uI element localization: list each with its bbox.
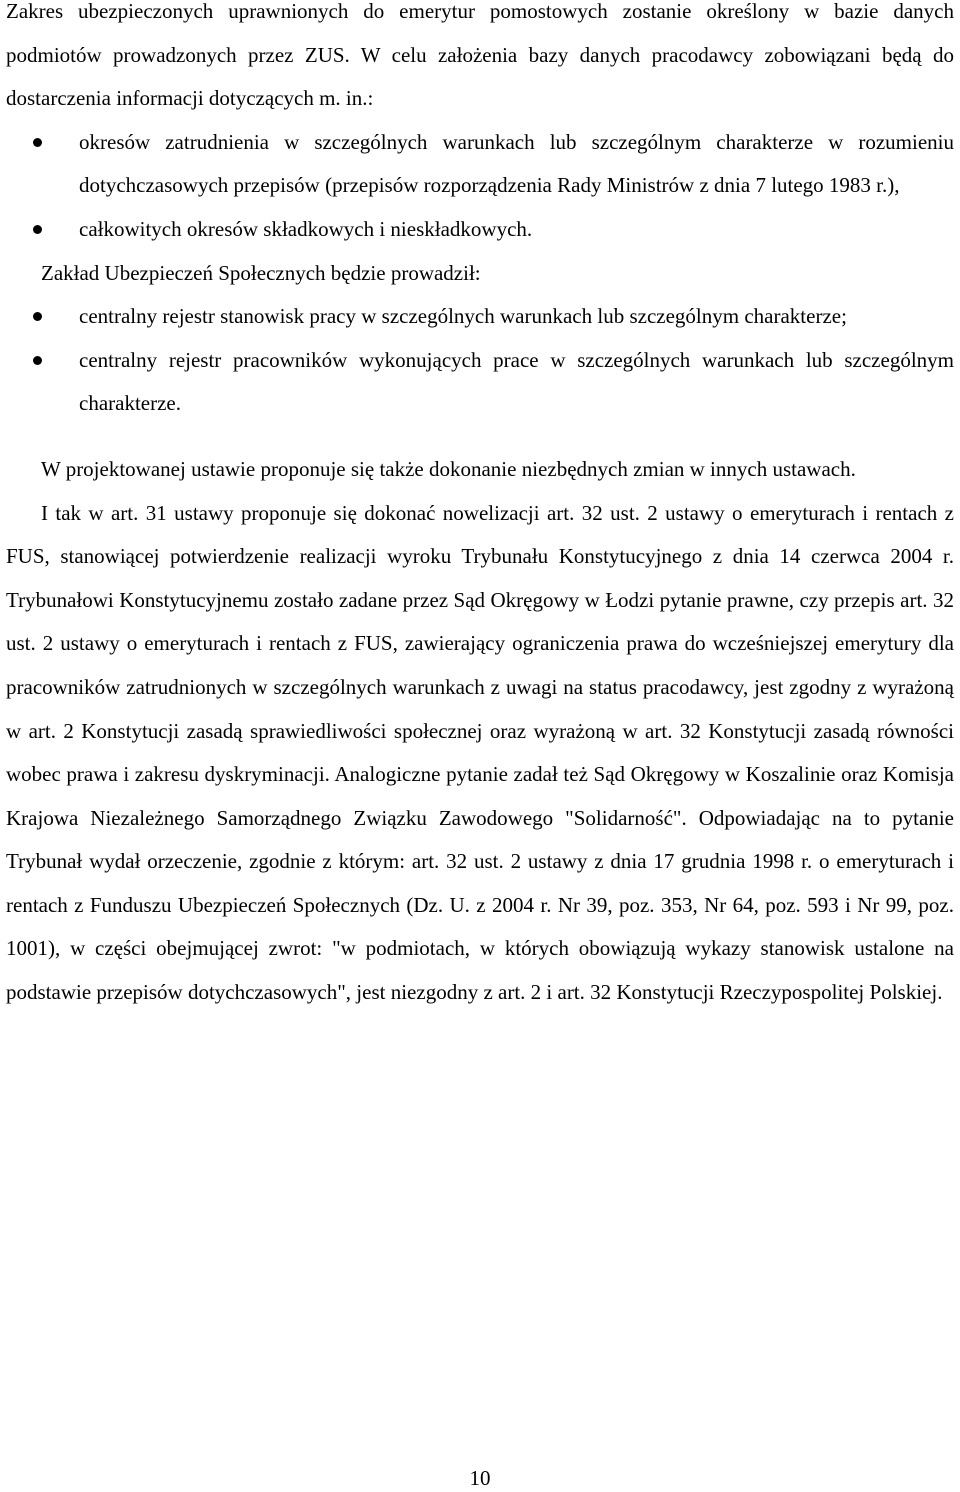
paragraph-spacer: [6, 426, 954, 448]
bullet-icon: [33, 312, 42, 321]
list-item-text: centralny rejestr stanowisk pracy w szczególnych warunkach lub szczególnym charakterze;: [79, 304, 847, 329]
art32-paragraph: I tak w art. 31 ustawy proponuje się dokonać nowelizacji art. 32 ust. 2 ustawy o emeryturach i rentach z FUS, stanowiącej potwierdzenie realizacji wyroku Trybunału Konstytucyjnego z dnia 14 czerwca 2004 r. Trybunałowi Konstytucyjnemu zostało zadane przez Sąd Okręgowy w Łodzi pytanie prawne, czy przepis art. 32 ust. 2 ustawy o emeryturach i rentach z FUS, zawierający ograniczenia prawa do wcześniejszej emerytury dla pracowników zatrudnionych w szczególnych warunkach z uwagi na status pracodawcy, jest zgodny z wyrażoną w art. 2 Konstytucji zasadą sprawiedliwości społecznej oraz wyrażoną w art. 32 Konstytucji zasadą równości wobec prawa i zakresu dyskryminacji. Analogiczne pytanie zadał też Sąd Okręgowy w Koszalinie oraz Komisja Krajowa Niezależnego Samorządnego Związku Zawodowego "Solidarność". Odpowiadając na to pytanie Trybunał wydał orzeczenie, zgodnie z którym: art. 32 ust. 2 ustawy z dnia 17 grudnia 1998 r. o emeryturach i rentach z Funduszu Ubezpieczeń Społecznych (Dz. U. z 2004 r. Nr 39, poz. 353, Nr 64, poz. 593 i Nr 99, poz. 1001), w części obejmującej zwrot: "w podmiotach, w których obowiązują wykazy stanowisk ustalone na podstawie przepisów dotychczasowych", jest niezgodny z art. 2 i art. 32 Konstytucji Rzeczypospolitej Polskiej.: [6, 500, 954, 1005]
list-item-text: całkowitych okresów składkowych i nieskładkowych.: [79, 216, 533, 241]
first-bullet-list: [6, 121, 954, 252]
bullet-icon: [33, 138, 42, 147]
bullet-icon: [33, 225, 42, 234]
list-item: [79, 295, 954, 339]
amendments-paragraph: W projektowanej ustawie proponuje się także dokonanie niezbędnych zmian w innych ustawach.: [41, 456, 856, 481]
document-body: [6, 0, 954, 1015]
list-item: [79, 208, 954, 252]
list-item: [79, 339, 954, 426]
bullet-icon: [33, 356, 42, 365]
intro-paragraph: Zakres ubezpieczonych uprawnionych do emerytur pomostowych zostanie określony w bazie danych podmiotów prowadzonych przez ZUS. W celu założenia bazy danych pracodawcy zobowiązani będą do dostarczenia informacji dotyczących m. in.:: [6, 0, 954, 111]
list-item: [79, 121, 954, 208]
list-item-text: okresów zatrudnienia w szczególnych warunkach lub szczególnym charakterze w rozumieniu dotychczasowych przepisów (przepisów rozporządzenia Rady Ministrów z dnia 7 lutego 1983 r.),: [79, 129, 954, 198]
second-bullet-list: [6, 295, 954, 426]
list-item-text: centralny rejestr pracowników wykonujących prace w szczególnych warunkach lub szczególnym charakterze.: [79, 347, 954, 416]
page-number: 10: [469, 1466, 491, 1490]
zus-paragraph: Zakład Ubezpieczeń Społecznych będzie prowadził:: [41, 260, 481, 285]
